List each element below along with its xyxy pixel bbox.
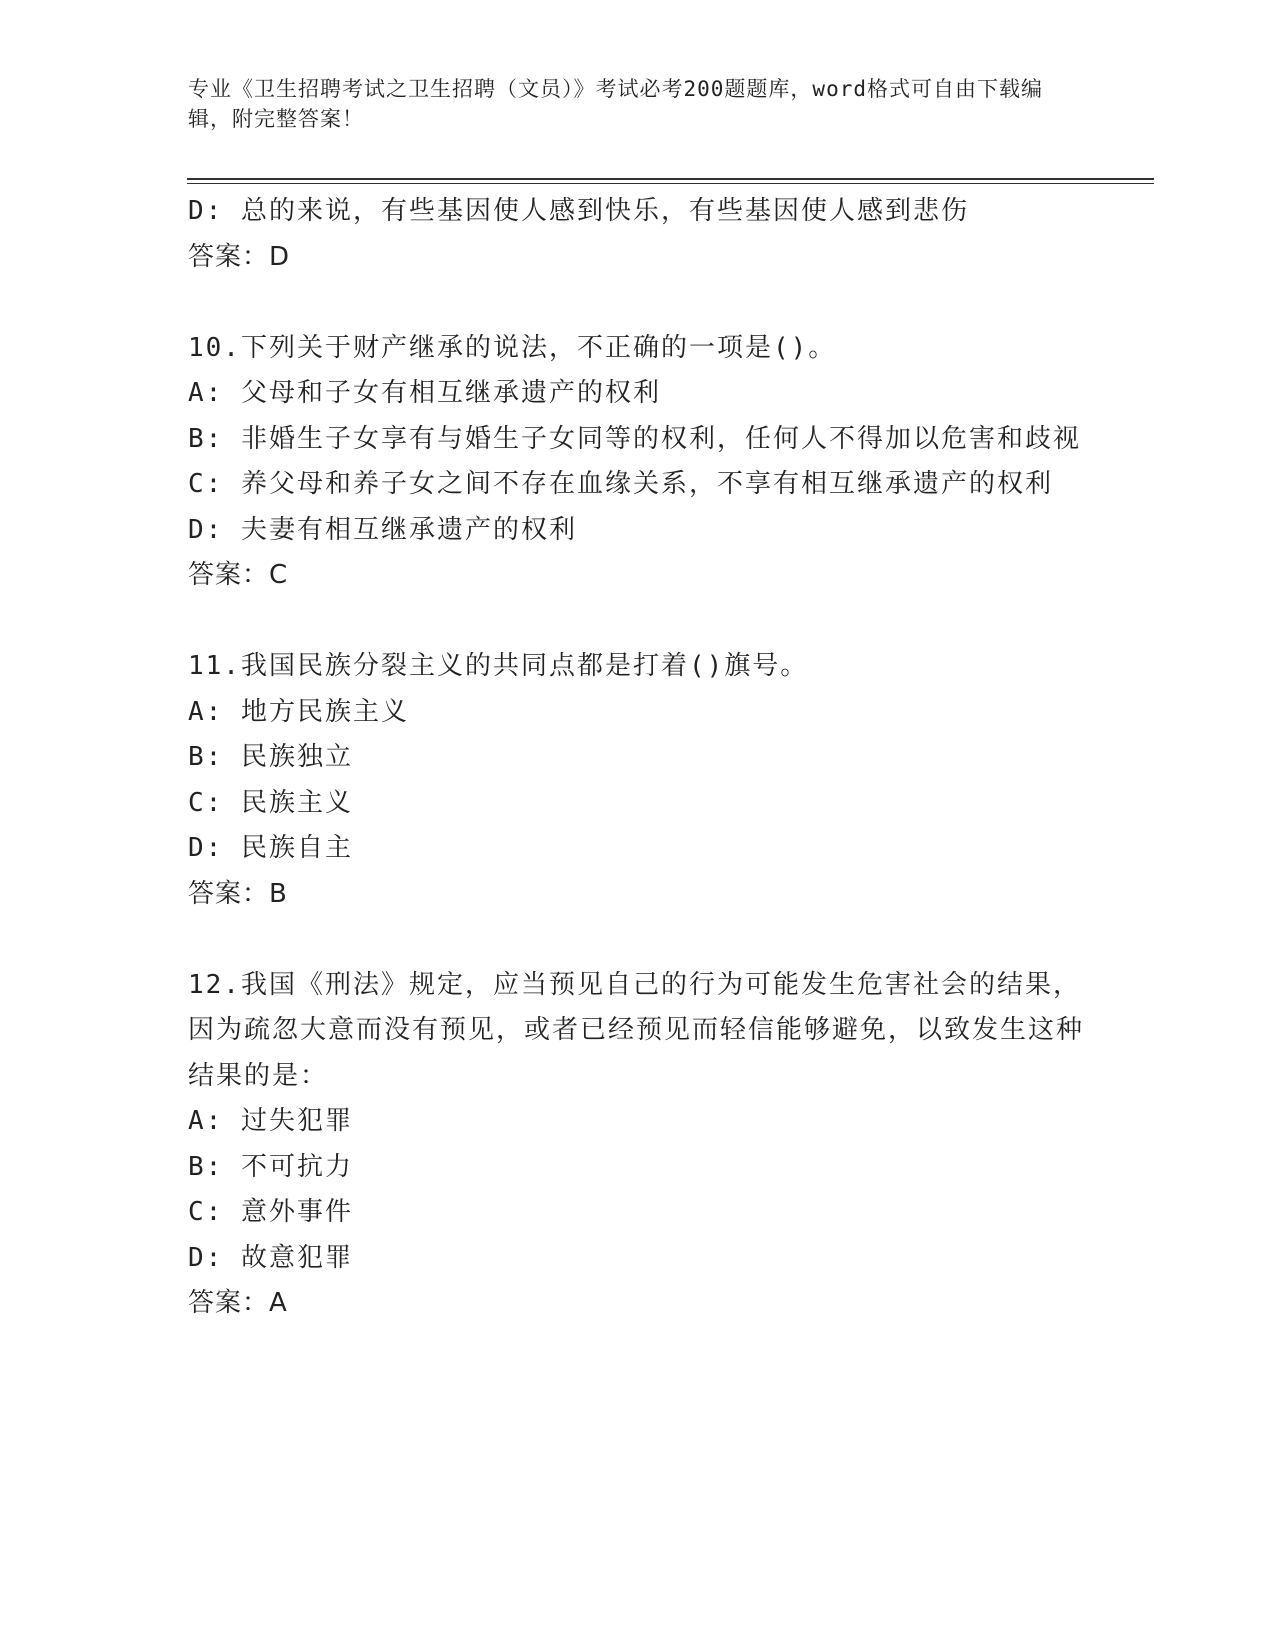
question-stem: 11.我国民族分裂主义的共同点都是打着()旗号。 xyxy=(188,651,809,681)
spacer xyxy=(188,599,1088,645)
option-a: A: 地方民族主义 xyxy=(188,696,409,727)
spacer xyxy=(188,280,1088,326)
option-d: D: 夫妻有相互继承遗产的权利 xyxy=(188,514,577,545)
header-divider-thick xyxy=(187,178,1154,180)
page-header: 专业《卫生招聘考试之卫生招聘（文员）》考试必考200题题库，word格式可自由下载编辑，附完整答案！ xyxy=(188,77,1043,131)
question-10 xyxy=(188,326,1088,599)
question-11 xyxy=(188,644,1088,917)
option-c: C: 民族主义 xyxy=(188,787,353,818)
option-d: D: 民族自主 xyxy=(188,833,353,863)
option-c: C: 意外事件 xyxy=(188,1197,353,1227)
question-9-tail xyxy=(188,189,1088,280)
header-divider-thin xyxy=(187,183,1154,184)
answer-line: 答案：D xyxy=(188,241,291,272)
question-stem: 10.下列关于财产继承的说法，不正确的一项是()。 xyxy=(188,332,837,363)
question-12 xyxy=(188,963,1088,1327)
option-d: D: 故意犯罪 xyxy=(188,1242,353,1273)
option-a: A: 过失犯罪 xyxy=(188,1106,353,1136)
option-c: C: 养父母和养子女之间不存在血缘关系，不享有相互继承遗产的权利 xyxy=(188,469,1053,499)
answer-line: 答案：B xyxy=(188,878,288,909)
option-b: B: 民族独立 xyxy=(188,742,353,772)
answer-line: 答案：C xyxy=(188,560,289,590)
answer-line: 答案：A xyxy=(188,1288,288,1318)
option-a: A: 父母和子女有相互继承遗产的权利 xyxy=(188,378,661,408)
option-d: D: 总的来说，有些基因使人感到快乐，有些基因使人感到悲伤 xyxy=(188,196,969,226)
question-stem: 12.我国《刑法》规定，应当预见自己的行为可能发生危害社会的结果，因为疏忽大意而没有预见，或者已经预见而轻信能够避免，以致发生这种结果的是： xyxy=(188,969,1085,1091)
question-list xyxy=(188,189,1088,1327)
option-b: B: 非婚生子女享有与婚生子女同等的权利，任何人不得加以危害和歧视 xyxy=(188,423,1081,454)
spacer xyxy=(188,917,1088,963)
option-b: B: 不可抗力 xyxy=(188,1151,353,1182)
